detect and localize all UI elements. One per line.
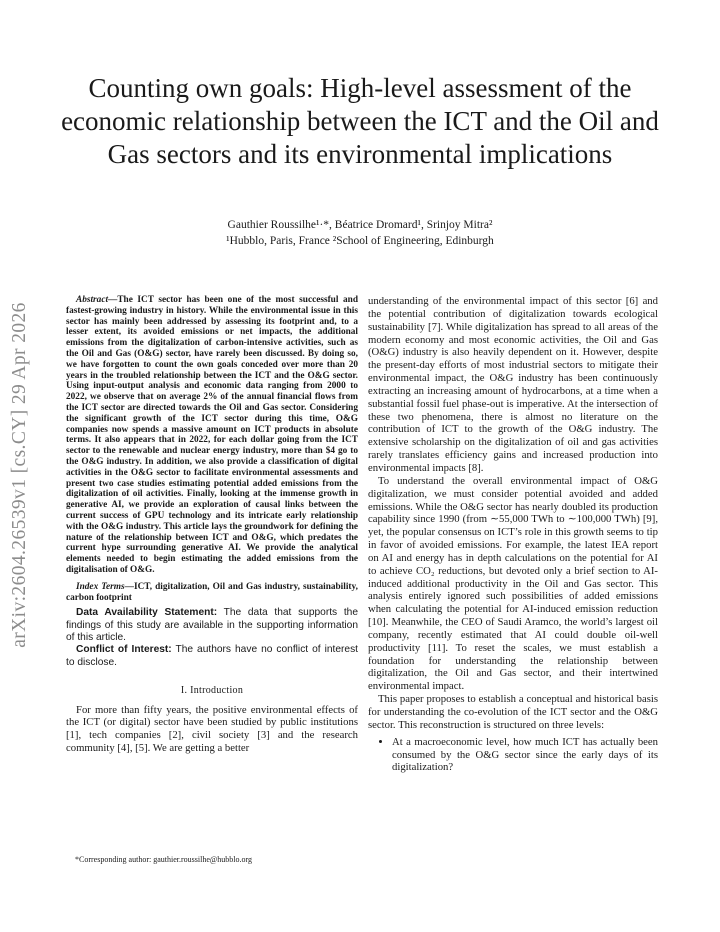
arxiv-id-text: arXiv:2604.26539v1 [cs.CY] 29 Apr 2026 [9, 302, 30, 648]
conflict-of-interest-statement [66, 644, 358, 669]
intro-paragraph-1-continued: understanding of the environmental impact of this sector [6] and the potential contribution of digitalization towards ecological sustainability [7]. While digitalization has spread to all areas of the modern economy and most economic activities, the Oil and Gas (O&G) industry is also heavily dependent on it. However, despite the present-day efforts of most industrial sectors to mitigate their environmental impact, the O&G industry has been continuously extracting an increasing amount of hydrocarbons, at a time when a substantial fossil fuel phase-out is imperative. At the intersection of these two phenomena, there is almost no literature on the contribution of ICT to the growth of the O&G industry. The extensive scholarship on the digitalization of oil and gas activities rarely translates efficiency gains and increased production into environmental impacts [8]. [368, 295, 658, 474]
data-availability-statement [66, 607, 358, 644]
paper-title: Counting own goals: High-level assessment of the economic relationship between the ICT and the Oil and Gas sectors and its environmental implications [61, 73, 659, 169]
index-terms-label: Index Terms [76, 581, 125, 592]
author-affiliations: ¹Hubblo, Paris, France ²School of Engineering, Edinburgh [226, 235, 494, 247]
data-availability-label: Data Availability Statement: [76, 607, 218, 619]
conflict-text: The authors have no conflict of interest to disclose. [66, 644, 358, 668]
abstract [66, 295, 358, 576]
intro-paragraph-1: For more than fifty years, the positive environmental effects of the ICT (or digital) sector have been studied by public institutions [1], tech companies [2], civil society [3] and the research community [4], [5]. We are getting a better [66, 703, 358, 755]
index-terms [66, 582, 358, 604]
intro-paragraph-3: This paper proposes to establish a conceptual and historical basis for understanding the co-evolution of the ICT sector and the O&G sector. This reconstruction is structured on three levels: [368, 693, 658, 731]
conflict-label: Conflict of Interest: [76, 644, 172, 656]
author-list: Gauthier Roussilhe¹·*, Béatrice Dromard¹, Srinjoy Mitra² [227, 219, 493, 231]
data-availability-text: The data that supports the findings of this study are available in the supporting information of this article. [66, 607, 358, 643]
left-column [66, 295, 358, 755]
abstract-label: Abstract [76, 295, 109, 305]
abstract-text: —The ICT sector has been one of the most successful and fastest-growing industry in history. While the environmental issue in this sector has mainly been addressed by assessing its footprint and, to a lesser extent, its avoided emissions or net impacts, the additional emissions from the digitalization of carbon-intensive activities, such as the Oil and Gas (O&G) sector, have rarely been discussed. By doing so, we have forgotten to count the own goals conceded over more than 20 years in the troubled relationship between the ICT and the O&G sector. Using input-output analysis and economic data ranging from 2000 to 2022, we observe that on average 2% of the annual financial flows from the ICT sector are directed towards the Oil and Gas sector. Considering the significant growth of the ICT sector during this time, O&G companies now spends a massive amount on ICT products in absolute terms. It also appears that in 2022, for each dollar going from the ICT sector to the renewable and nuclear energy industry, more than $4 go to the O&G industry. In addition, we also provide a classification of digital activities in the O&G sector to facilitate environmental assessments and present two case studies estimating potential added emissions from the digitalization of oil activities. Finally, looking at the immense growth in generative AI, we provide an exploration of causal links between the current success of GPU technology and its intricate early relationship with the O&G industry. This article lays the groundwork for defining the nature of the relationship between ICT and O&G, which predates the current hype surrounding generative AI. We provide the analytical elements needed to begin estimating the added emissions from the digitalisation of O&G. [66, 295, 358, 575]
footnote-corresponding-author: *Corresponding author: gauthier.roussilhe@hubblo.org [75, 855, 252, 864]
right-column [368, 295, 658, 774]
intro-bullet-list [368, 736, 658, 775]
section-heading-introduction: I. Introduction [180, 684, 244, 696]
intro-paragraph-2: To understand the overall environmental impact of O&G digitalization, we must consider potential avoided and added emissions. While the O&G sector has nearly doubled its production capability since 1990 (from ∼55,000 TWh to ∼100,000 TWh) [9], yet, the popular consensus on ICT’s role in this growth seems to tip in favor of avoided emissions. For example, the latest IEA report on AI and energy has in depth calculations on the potential for AI to achieve CO₂ reductions, but devoted only a brief section to AI-induced additional productivity in the Oil and Gas sector. This analysis entirely ignored such possibilities of added emissions when calculating the potential for AI-induced emission reduction [10]. Meanwhile, the CEO of Saudi Aramco, the world’s largest oil company, recently estimated that AI could double oil-well productivity [11]. To reset the scales, we must establish a foundation for understanding the relationship between digitalization, the Oil and Gas sector, and their intertwined environmental impact. [368, 474, 658, 693]
index-terms-text: —ICT, digitalization, Oil and Gas industry, sustainability, carbon footprint [66, 581, 358, 603]
intro-bullet-1: • At a macroeconomic level, how much ICT has actually been consumed by the O&G sector since the early days of its digitalization? [392, 736, 658, 775]
